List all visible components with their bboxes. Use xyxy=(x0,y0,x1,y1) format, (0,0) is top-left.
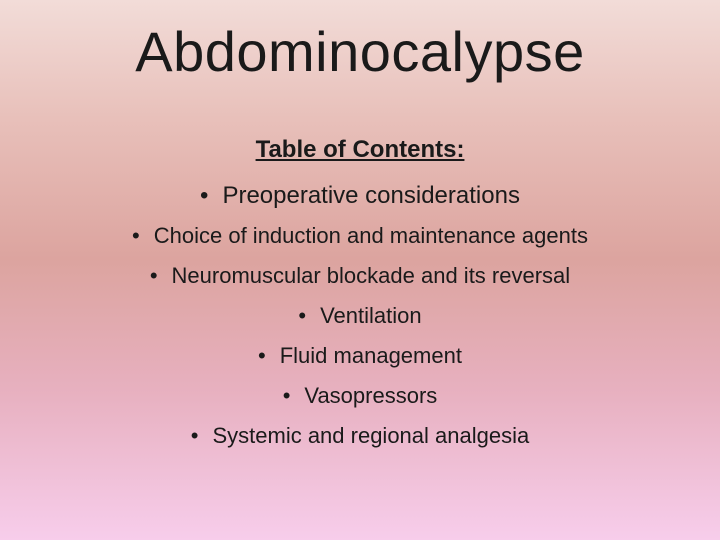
toc-item-fluid-management xyxy=(0,336,720,376)
bullet-icon: • xyxy=(298,303,307,328)
toc-item-label: Ventilation xyxy=(320,303,422,328)
toc-item-label: Systemic and regional analgesia xyxy=(212,423,530,448)
toc-item-label: Vasopressors xyxy=(304,383,438,408)
bullet-icon: • xyxy=(200,182,209,209)
toc-item-neuromuscular-blockade xyxy=(0,256,720,296)
toc-item-induction-agents xyxy=(0,216,720,256)
toc-item-preoperative xyxy=(0,176,720,216)
bullet-icon: • xyxy=(132,223,140,248)
toc-item-ventilation xyxy=(0,296,720,336)
bullet-icon: • xyxy=(282,383,291,408)
toc-item-analgesia xyxy=(0,416,720,456)
slide-title: Abdominocalypse xyxy=(135,20,585,83)
table-of-contents-list xyxy=(0,176,720,456)
table-of-contents-heading: Table of Contents: xyxy=(255,136,465,163)
bullet-icon: • xyxy=(190,423,199,448)
toc-item-vasopressors xyxy=(0,376,720,416)
toc-item-label: Fluid management xyxy=(279,343,462,368)
bullet-icon: • xyxy=(258,343,266,368)
toc-item-label: Neuromuscular blockade and its reversal xyxy=(171,263,571,288)
toc-item-label: Preoperative considerations xyxy=(222,182,520,209)
bullet-icon: • xyxy=(149,263,158,288)
toc-item-label: Choice of induction and maintenance agents xyxy=(153,223,588,248)
